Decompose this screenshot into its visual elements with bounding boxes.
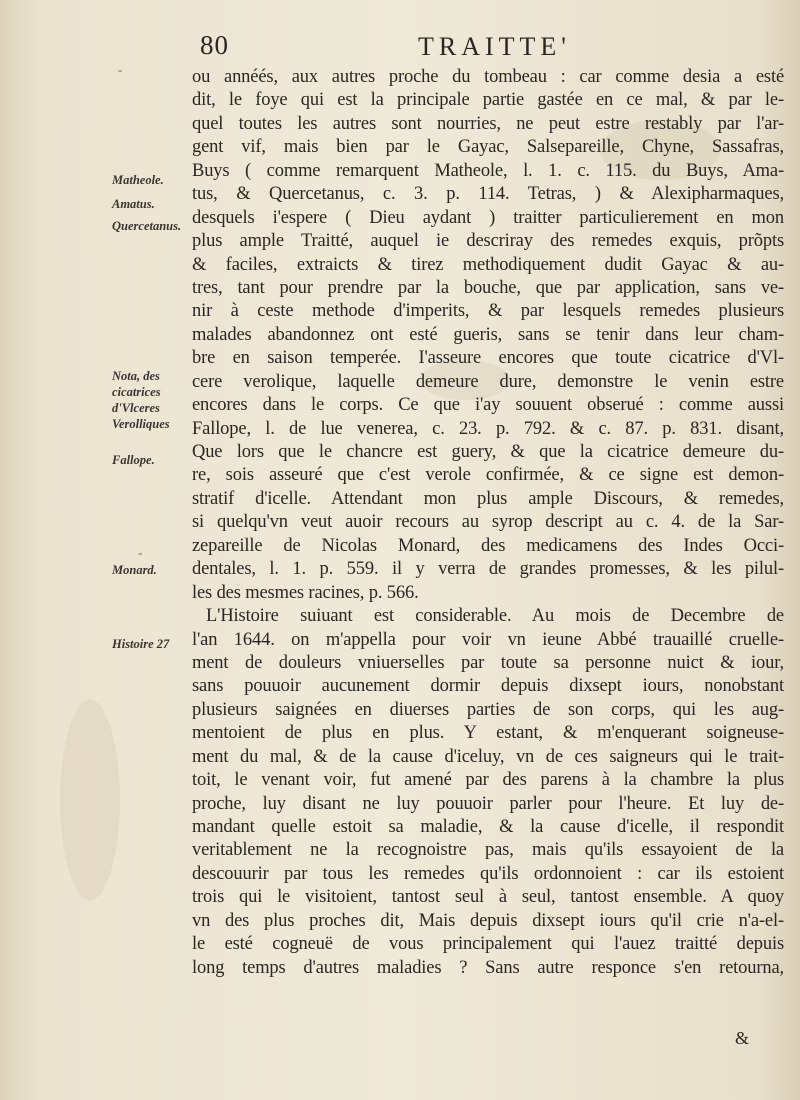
text-line: nir à ceste methode d'imperits, & par lesquels remedes plusieurs: [192, 301, 784, 322]
text-line: quel toutes les autres sont nourries, ne peut estre restably par l'ar-: [192, 113, 784, 134]
text-line: ment de douleurs vniuerselles par toute sa personne nuict & iour,: [192, 652, 784, 673]
text-line: bre en saison temperée. I'asseure encores que toute cicatrice d'Vl-: [192, 348, 784, 369]
text-line: malades abandonnez ont esté gueris, sans se tenir dans leur cham-: [192, 324, 784, 345]
paper-stain: [60, 700, 120, 900]
running-title: TRAITTE': [418, 32, 571, 61]
text-line: ment du mal, & de la cause d'iceluy, vn de ces saigneurs qui le trait-: [192, 746, 784, 767]
margin-tick: -: [138, 545, 143, 560]
margin-note: Monard.: [112, 563, 157, 577]
margin-note: Quercetanus.: [112, 219, 182, 233]
text-line: mandant quelle estoit sa maladie, & la cause d'icelle, il respondit: [192, 817, 784, 837]
margin-note: Fallope.: [112, 453, 155, 467]
text-line: si quelqu'vn veut auoir recours au syrop descript au c. 4. de la Sar-: [192, 512, 784, 533]
text-line: dentales, l. 1. p. 559. il y verra de grandes promesses, & les pilul-: [192, 559, 784, 580]
margin-tick: -: [118, 62, 123, 77]
text-line: plusieurs saignées en diuerses parties de son corps, qui les aug-: [192, 699, 784, 720]
text-line: mentoient de plus en plus. Y estant, & m'enquerant soigneuse-: [192, 723, 784, 744]
text-line: re, sois asseuré que c'est verole confirmée, & ce signe est demon-: [192, 465, 784, 486]
text-line: tus, & Quercetanus, c. 3. p. 114. Tetras, ) & Alexipharmaques,: [192, 184, 784, 205]
text-line: zepareille de Nicolas Monard, des medicamens des Indes Occi-: [192, 535, 784, 556]
page-header: [0, 30, 800, 70]
text-line: veritablement ne la recognoistre pas, mais qu'ils essayoient de la: [192, 840, 784, 861]
text-line: Buys ( comme remarquent Matheole, l. 1. c. 115. du Buys, Ama-: [192, 160, 784, 181]
text-line: trois qui le visitoient, tantost seul à seul, tantost ensemble. A quoy: [192, 887, 784, 908]
margin-note: Nota, des cicatrices d'Vlceres Verolliques: [112, 369, 170, 431]
text-line: tres, tant pour prendre par la bouche, que par application, sans ve-: [192, 277, 784, 298]
text-line: les des mesmes racines, p. 566.: [192, 582, 419, 603]
margin-note: Matheole.: [112, 173, 164, 187]
text-line: proche, luy disant ne luy pouuoir parler pour l'heure. Et luy de-: [192, 793, 784, 814]
text-line: vn des plus proches dit, Mais depuis dixsept iours qu'il crie n'a-el-: [192, 910, 784, 931]
text-line: toit, le venant voir, fut amené par des parens à la chambre la plus: [192, 770, 784, 791]
text-line: descouurir par tous les remedes qu'ils ordonnoient : car ils estoient: [192, 863, 784, 884]
text-line: L'Histoire suiuant est considerable. Au mois de Decembre de: [206, 606, 784, 627]
text-line: cere verolique, laquelle demeure dure, demonstre le venin estre: [192, 371, 784, 392]
margin-note: Histoire 27: [112, 637, 170, 651]
text-line: stratif d'icelle. Attendant mon plus ample Discours, & remedes,: [192, 488, 784, 509]
text-line: encores dans le corps. Ce que i'ay souuent obserué : comme aussi: [192, 395, 784, 416]
text-line: dit, le foye qui est la principale partie gastée en ce mal, & par le-: [192, 90, 784, 111]
text-line: sans pouuoir aucunement dormir depuis dixsept iours, nonobstant: [192, 676, 784, 697]
body-text: [192, 66, 784, 980]
text-line: ou annéés, aux autres proche du tombeau : car comme desia a esté: [192, 67, 784, 87]
text-line: desquels i'espere ( Dieu aydant ) traitter particulierement en mon: [192, 207, 784, 228]
page-number: 80: [200, 30, 229, 60]
text-line: gent vif, mais bien par le Gayac, Salsepareille, Chyne, Sassafras,: [192, 137, 784, 158]
text-line: & faciles, extraicts & tirez methodiquement dudit Gayac & au-: [192, 254, 784, 275]
text-line: Que lors que le chancre est guery, & que la cicatrice demeure du-: [192, 442, 784, 462]
text-line: le esté cogneuë de vous principalement qui l'auez traitté depuis: [192, 934, 784, 955]
text-line: long temps d'autres maladies ? Sans autre responce s'en retourna,: [192, 957, 784, 978]
text-line: Fallope, l. de lue venerea, c. 23. p. 792. & c. 87. p. 831. disant,: [192, 418, 784, 439]
text-line: plus ample Traitté, auquel ie descriray des remedes exquis, prõpts: [192, 231, 784, 252]
margin-note: Amatus.: [112, 197, 155, 211]
catchword: &: [735, 1028, 750, 1048]
text-line: l'an 1644. on m'appella pour voir vn ieune Abbé trauaillé cruelle-: [192, 629, 784, 650]
